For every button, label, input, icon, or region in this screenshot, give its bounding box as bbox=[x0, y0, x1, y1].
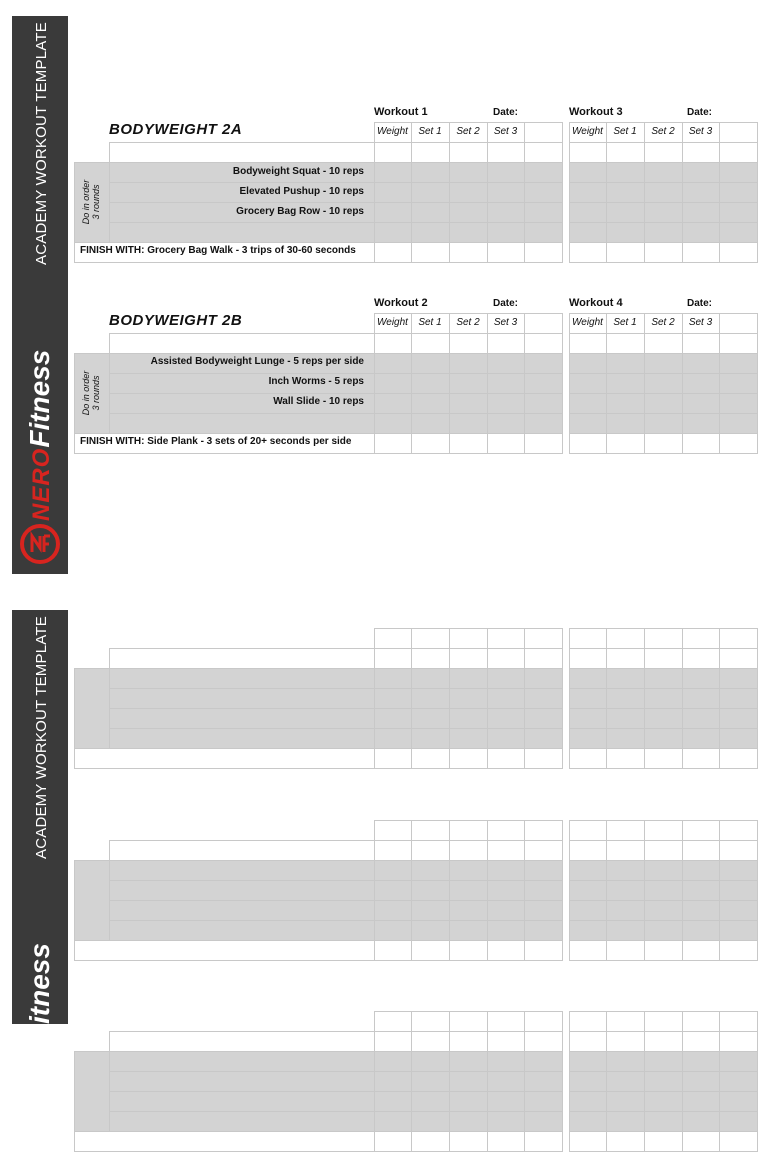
exercise-1: Assisted Bodyweight Lunge - 5 reps per side bbox=[150, 356, 364, 367]
grid-line bbox=[109, 708, 563, 709]
grid-line bbox=[109, 728, 563, 729]
grid-line bbox=[374, 1011, 563, 1012]
grid-line bbox=[719, 628, 720, 768]
grid-line bbox=[449, 1011, 450, 1151]
grid-line bbox=[569, 373, 758, 374]
brand-fitness-text: Fitness bbox=[24, 349, 55, 448]
grid-line bbox=[682, 122, 683, 262]
exercise-3: Wall Slide - 10 reps bbox=[273, 396, 364, 407]
grid-line bbox=[74, 768, 563, 769]
sidebar-title: ACADEMY WORKOUT TEMPLATE bbox=[33, 616, 50, 859]
grid-line bbox=[487, 628, 488, 768]
grid-line bbox=[569, 262, 758, 263]
workout-label-right: Workout 3 bbox=[569, 106, 623, 118]
grid-line bbox=[757, 628, 758, 768]
grid-line bbox=[644, 122, 645, 262]
grid-line bbox=[374, 1011, 375, 1151]
sidebar-title: ACADEMY WORKOUT TEMPLATE bbox=[33, 22, 50, 265]
grid-line bbox=[487, 1011, 488, 1151]
column-header-set-3: Set 3 bbox=[493, 126, 518, 137]
exercise-2: Inch Worms - 5 reps bbox=[268, 376, 364, 387]
grid-line bbox=[524, 820, 525, 960]
grid-line bbox=[109, 142, 110, 242]
grid-line bbox=[109, 1071, 563, 1072]
grid-line bbox=[682, 820, 683, 960]
grid-line bbox=[719, 1011, 720, 1151]
grid-line bbox=[562, 820, 563, 960]
grid-line bbox=[569, 1091, 758, 1092]
grid-line bbox=[569, 688, 758, 689]
grid-line bbox=[569, 353, 758, 354]
column-header-set-1: Set 1 bbox=[613, 126, 637, 137]
grid-line bbox=[74, 162, 563, 163]
grid-line bbox=[449, 628, 450, 768]
grid-line bbox=[569, 1111, 758, 1112]
round-note-order: Do in order bbox=[81, 179, 91, 225]
grid-line bbox=[374, 122, 375, 262]
grid-line bbox=[569, 1011, 570, 1151]
grid-line bbox=[569, 840, 758, 841]
grid-line bbox=[109, 333, 110, 433]
column-header-set-3: Set 3 bbox=[688, 126, 713, 137]
grid-line bbox=[569, 453, 758, 454]
grid-line bbox=[682, 313, 683, 453]
grid-line bbox=[109, 920, 563, 921]
grid-line bbox=[644, 313, 645, 453]
grid-line bbox=[374, 628, 563, 629]
brand-nero-text: NERO bbox=[28, 447, 55, 521]
grid-line bbox=[109, 840, 110, 940]
grid-line bbox=[719, 122, 720, 262]
grid-line bbox=[109, 413, 563, 414]
grid-line bbox=[569, 313, 570, 453]
grid-line bbox=[569, 940, 758, 941]
grid-line bbox=[757, 820, 758, 960]
grid-line bbox=[569, 628, 570, 768]
sidebar-page-1 bbox=[12, 16, 68, 574]
grid-line bbox=[569, 1131, 758, 1132]
grid-line bbox=[109, 688, 563, 689]
date-label-left: Date: bbox=[493, 107, 519, 118]
grid-line bbox=[569, 628, 758, 629]
grid-line bbox=[644, 628, 645, 768]
grid-line bbox=[74, 860, 563, 861]
grid-line bbox=[487, 820, 488, 960]
round-note-order: Do in order bbox=[81, 370, 91, 416]
grid-line bbox=[569, 748, 758, 749]
grid-line bbox=[719, 313, 720, 453]
grid-line bbox=[719, 820, 720, 960]
grid-line bbox=[569, 820, 570, 960]
grid-line bbox=[411, 1011, 412, 1151]
grid-line bbox=[74, 1051, 75, 1151]
grid-line bbox=[524, 122, 525, 262]
grid-line bbox=[374, 122, 563, 123]
grid-line bbox=[74, 668, 75, 768]
exercise-3: Grocery Bag Row - 10 reps bbox=[236, 206, 364, 217]
grid-line bbox=[109, 648, 110, 748]
grid-line bbox=[74, 453, 563, 454]
grid-line bbox=[569, 960, 758, 961]
column-header-set-2: Set 2 bbox=[651, 317, 675, 328]
grid-line bbox=[569, 182, 758, 183]
grid-line bbox=[569, 668, 758, 669]
nerd-fitness-logo-icon bbox=[18, 522, 62, 566]
grid-line bbox=[569, 242, 758, 243]
grid-line bbox=[524, 1011, 525, 1151]
grid-line bbox=[109, 648, 563, 649]
column-header-set-2: Set 2 bbox=[456, 126, 480, 137]
grid-line bbox=[569, 708, 758, 709]
grid-line bbox=[569, 860, 758, 861]
grid-line bbox=[562, 313, 563, 453]
grid-line bbox=[74, 960, 563, 961]
date-label-right: Date: bbox=[687, 298, 713, 309]
grid-line bbox=[109, 840, 563, 841]
brand-wordmark-partial bbox=[24, 943, 56, 1024]
grid-line bbox=[606, 820, 607, 960]
column-header-set-3: Set 3 bbox=[688, 317, 713, 328]
round-instruction bbox=[81, 369, 101, 417]
grid-line bbox=[411, 820, 412, 960]
grid-line bbox=[109, 393, 563, 394]
grid-line bbox=[606, 313, 607, 453]
brand-fitness-partial-text: itness bbox=[24, 943, 55, 1024]
grid-line bbox=[449, 122, 450, 262]
grid-line bbox=[411, 628, 412, 768]
grid-line bbox=[569, 393, 758, 394]
round-note-count: 3 rounds bbox=[91, 375, 101, 411]
grid-line bbox=[487, 122, 488, 262]
grid-line bbox=[74, 162, 75, 262]
grid-line bbox=[569, 1011, 758, 1012]
grid-line bbox=[74, 748, 563, 749]
grid-line bbox=[644, 1011, 645, 1151]
sidebar-page-2 bbox=[12, 610, 68, 1024]
grid-line bbox=[606, 122, 607, 262]
grid-line bbox=[569, 122, 570, 262]
grid-line bbox=[109, 222, 563, 223]
grid-line bbox=[74, 353, 75, 453]
grid-line bbox=[109, 900, 563, 901]
grid-line bbox=[374, 820, 563, 821]
column-header-weight: Weight bbox=[377, 126, 408, 137]
grid-line bbox=[411, 122, 412, 262]
date-label-right: Date: bbox=[687, 107, 713, 118]
grid-line bbox=[562, 628, 563, 768]
grid-line bbox=[74, 860, 75, 960]
grid-line bbox=[449, 820, 450, 960]
grid-line bbox=[109, 373, 563, 374]
grid-line bbox=[569, 142, 758, 143]
grid-line bbox=[524, 313, 525, 453]
grid-line bbox=[569, 202, 758, 203]
grid-line bbox=[109, 1091, 563, 1092]
column-header-weight: Weight bbox=[572, 126, 603, 137]
grid-line bbox=[569, 433, 758, 434]
brand-wordmark bbox=[24, 350, 56, 521]
grid-line bbox=[74, 1131, 563, 1132]
grid-line bbox=[109, 1031, 110, 1131]
round-note-count: 3 rounds bbox=[91, 184, 101, 220]
grid-line bbox=[109, 1031, 563, 1032]
grid-line bbox=[74, 433, 563, 434]
grid-line bbox=[449, 313, 450, 453]
exercise-2: Elevated Pushup - 10 reps bbox=[239, 186, 364, 197]
grid-line bbox=[569, 122, 758, 123]
grid-line bbox=[109, 182, 563, 183]
grid-line bbox=[569, 648, 758, 649]
column-header-set-3: Set 3 bbox=[493, 317, 518, 328]
finisher-text: FINISH WITH: Side Plank - 3 sets of 20+ seconds per side bbox=[80, 436, 352, 447]
grid-line bbox=[109, 202, 563, 203]
grid-line bbox=[109, 333, 563, 334]
grid-line bbox=[74, 353, 563, 354]
column-header-set-1: Set 1 bbox=[418, 126, 442, 137]
column-header-set-2: Set 2 bbox=[456, 317, 480, 328]
grid-line bbox=[569, 820, 758, 821]
grid-line bbox=[109, 1111, 563, 1112]
column-header-set-1: Set 1 bbox=[418, 317, 442, 328]
round-instruction bbox=[81, 178, 101, 226]
grid-line bbox=[524, 628, 525, 768]
grid-line bbox=[569, 880, 758, 881]
workout-label-left: Workout 1 bbox=[374, 106, 428, 118]
grid-line bbox=[74, 940, 563, 941]
grid-line bbox=[569, 1051, 758, 1052]
grid-line bbox=[644, 820, 645, 960]
column-header-weight: Weight bbox=[572, 317, 603, 328]
grid-line bbox=[757, 122, 758, 262]
grid-line bbox=[74, 1051, 563, 1052]
grid-line bbox=[757, 1011, 758, 1151]
finisher-text: FINISH WITH: Grocery Bag Walk - 3 trips of 30-60 seconds bbox=[80, 245, 356, 256]
grid-line bbox=[569, 413, 758, 414]
grid-line bbox=[757, 313, 758, 453]
grid-line bbox=[569, 222, 758, 223]
grid-line bbox=[569, 333, 758, 334]
grid-line bbox=[569, 162, 758, 163]
grid-line bbox=[74, 242, 563, 243]
grid-line bbox=[411, 313, 412, 453]
grid-line bbox=[374, 820, 375, 960]
grid-line bbox=[562, 122, 563, 262]
grid-line bbox=[569, 900, 758, 901]
grid-line bbox=[569, 1071, 758, 1072]
column-header-set-1: Set 1 bbox=[613, 317, 637, 328]
grid-line bbox=[374, 313, 375, 453]
exercise-1: Bodyweight Squat - 10 reps bbox=[232, 166, 364, 177]
grid-line bbox=[569, 920, 758, 921]
grid-line bbox=[606, 1011, 607, 1151]
grid-line bbox=[109, 880, 563, 881]
grid-line bbox=[74, 668, 563, 669]
grid-line bbox=[487, 313, 488, 453]
workout-title: BODYWEIGHT 2B bbox=[109, 312, 243, 329]
grid-line bbox=[606, 628, 607, 768]
workout-label-left: Workout 2 bbox=[374, 297, 428, 309]
grid-line bbox=[682, 628, 683, 768]
grid-line bbox=[109, 142, 563, 143]
grid-line bbox=[562, 1011, 563, 1151]
grid-line bbox=[569, 313, 758, 314]
grid-line bbox=[74, 262, 563, 263]
grid-line bbox=[569, 728, 758, 729]
grid-line bbox=[682, 1011, 683, 1151]
workout-title: BODYWEIGHT 2A bbox=[109, 121, 243, 138]
column-header-set-2: Set 2 bbox=[651, 126, 675, 137]
grid-line bbox=[374, 628, 375, 768]
workout-label-right: Workout 4 bbox=[569, 297, 623, 309]
grid-line bbox=[569, 1031, 758, 1032]
grid-line bbox=[569, 768, 758, 769]
column-header-weight: Weight bbox=[377, 317, 408, 328]
date-label-left: Date: bbox=[493, 298, 519, 309]
grid-line bbox=[374, 313, 563, 314]
